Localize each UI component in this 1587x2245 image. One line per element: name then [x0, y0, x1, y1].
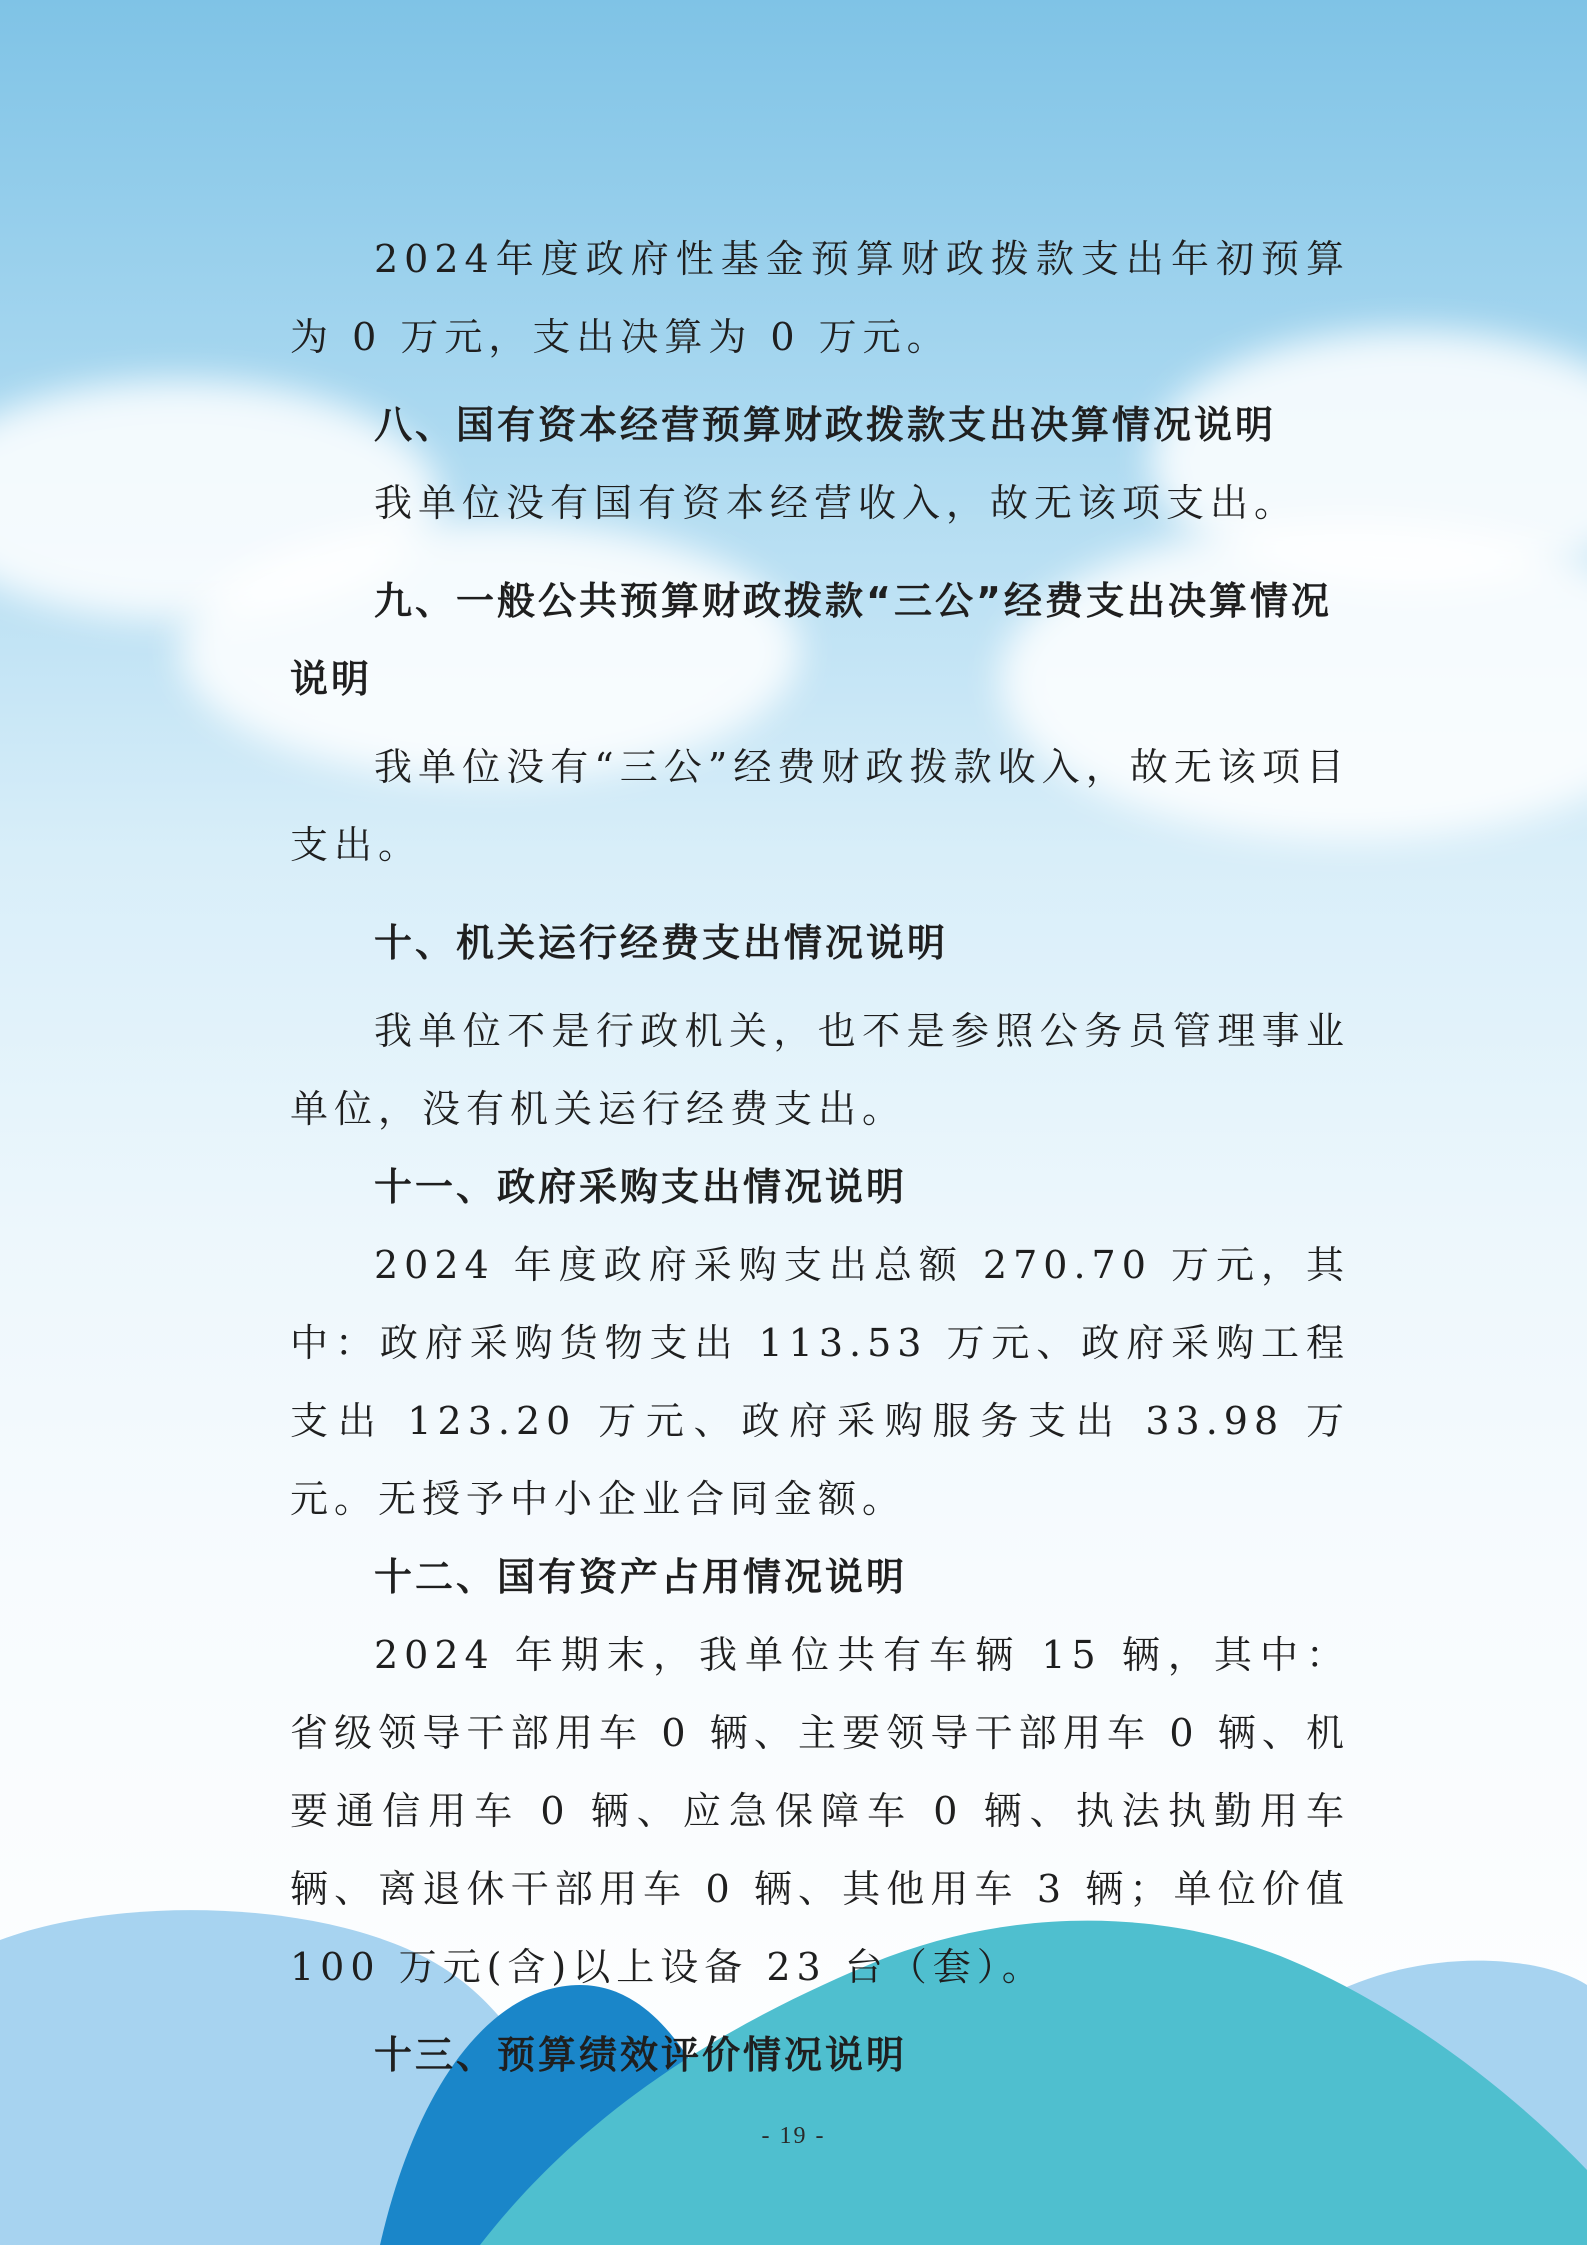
document-body: [290, 220, 1350, 2094]
paragraph-section-10: 我单位不是行政机关，也不是参照公务员管理事业单位，没有机关运行经费支出。: [290, 1009, 1350, 1131]
heading-section-13: 十三、预算绩效评价情况说明: [374, 2033, 908, 2077]
page-number: - 19 -: [761, 2123, 826, 2149]
paragraph-section-8: 我单位没有国有资本经营收入，故无该项支出。: [374, 481, 1299, 525]
heading-section-8: 八、国有资本经营预算财政拨款支出决算情况说明: [374, 403, 1277, 447]
heading-section-12: 十二、国有资产占用情况说明: [374, 1555, 908, 1599]
paragraph-gov-fund-budget: 2024年度政府性基金预算财政拨款支出年初预算为 0 万元，支出决算为 0 万元。: [290, 237, 1350, 359]
paragraph-section-9: 我单位没有“三公”经费财政拨款收入，故无该项目支出。: [290, 745, 1350, 867]
heading-section-10: 十、机关运行经费支出情况说明: [374, 921, 949, 965]
heading-section-11: 十一、政府采购支出情况说明: [374, 1165, 908, 1209]
heading-section-9: 九、一般公共预算财政拨款“三公”经费支出决算情况说明: [290, 579, 1332, 701]
paragraph-section-12: 2024 年期末，我单位共有车辆 15 辆，其中：省级领导干部用车 0 辆、主要领导干部用车 0 辆、机要通信用车 0 辆、应急保障车 0 辆、执法执勤用车辆、离退休干部用车 0 辆、其他用车 3 辆；单位价值 100 万元(含)以上设备 23 台（套）。: [290, 1633, 1350, 1989]
paragraph-section-11: 2024 年度政府采购支出总额 270.70 万元，其中：政府采购货物支出 113.53 万元、政府采购工程支出 123.20 万元、政府采购服务支出 33.98 万元。无授予中小企业合同金额。: [290, 1243, 1350, 1521]
